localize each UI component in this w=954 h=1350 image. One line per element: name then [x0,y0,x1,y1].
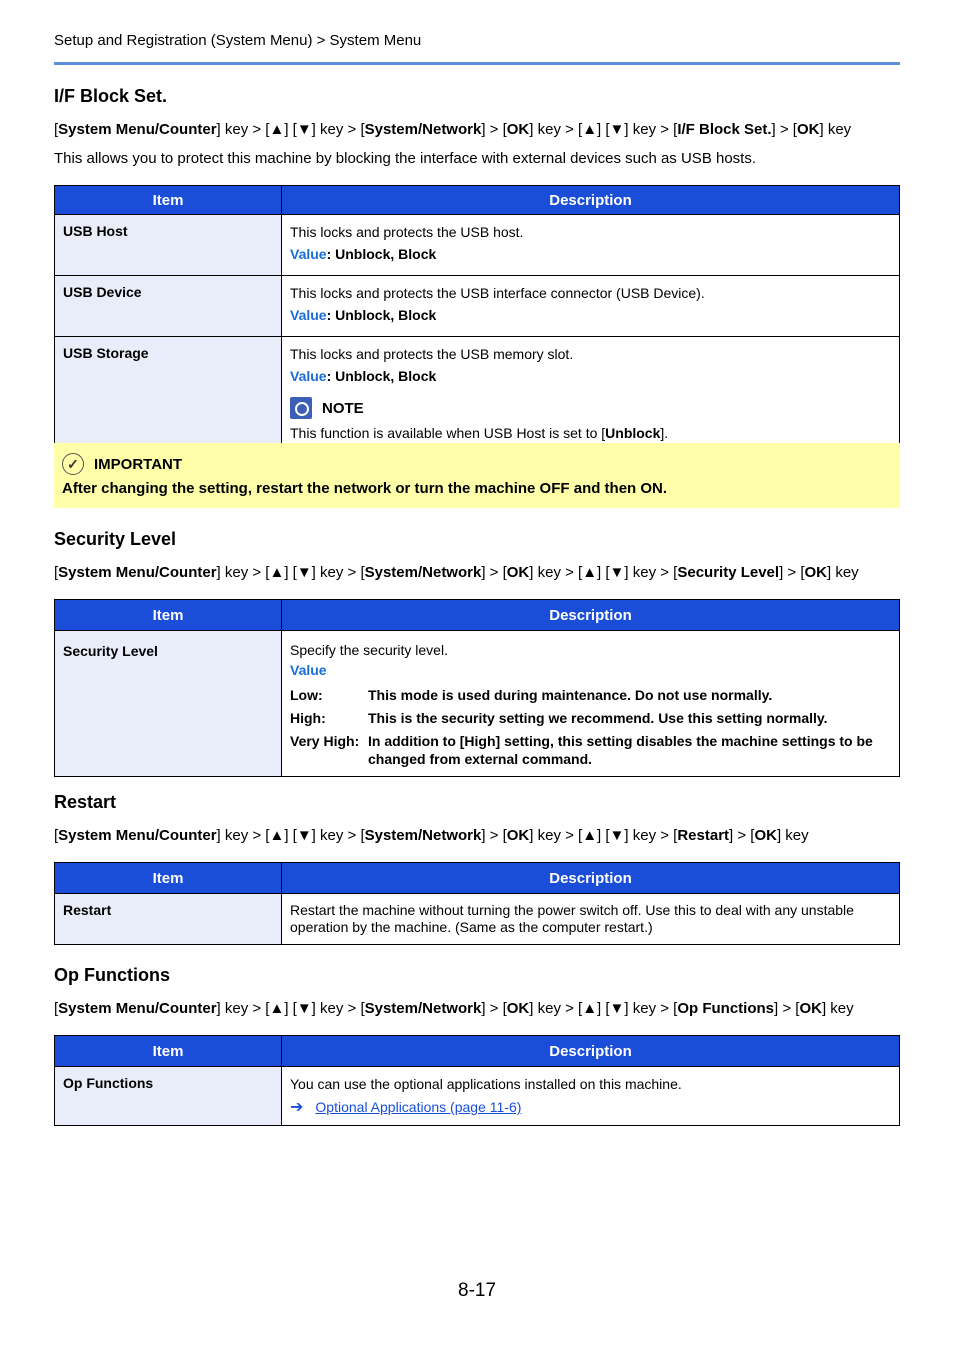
level-very-high: Very High: In addition to [High] setting, this setting disables the machine settings to be changed from external command. [290,733,873,767]
column-header-item: Item [55,186,282,215]
page-number: 8-17 [458,1280,497,1301]
section-security-level [54,529,900,777]
row-item: Security Level [55,631,282,777]
table-row [55,215,900,276]
header-rule [54,62,900,65]
menu-path: [System Menu/Counter] key > [▲] [▼] key > [System/Network] > [OK] key > [▲] [▼] key > [Restart] > [OK] key [54,827,809,844]
settings-table [54,862,900,945]
checkmark-icon: ✓ [62,453,84,475]
settings-table [54,599,900,777]
section-title: Restart [54,792,117,812]
table-row [55,276,900,337]
table-row [55,631,900,777]
menu-path: [System Menu/Counter] key > [▲] [▼] key > [System/Network] > [OK] key > [▲] [▼] key > [Security Level] > [OK] key [54,564,859,581]
table-row [55,337,900,450]
note-icon [290,397,312,419]
section-description: This allows you to protect this machine by blocking the interface with external devices such as USB hosts. [54,150,757,167]
row-item: USB Host [55,215,282,276]
row-item: Op Functions [55,1067,282,1126]
column-header-item: Item [55,600,282,631]
row-description: This locks and protects the USB interface connector (USB Device). Value: Unblock, Block [282,276,900,337]
important-box [54,443,900,508]
row-description: This locks and protects the USB host. Value: Unblock, Block [282,215,900,276]
breadcrumb: Setup and Registration (System Menu) > System Menu [54,32,422,49]
row-description: Specify the security level. Value Low: This mode is used during maintenance. Do not use normally. High: This is the security setting we recommend. Use this setting normally. Very High: In addition to [High] setting, this setting disables the machine settings to be changed from external command. [282,631,900,777]
column-header-description: Description [282,863,900,894]
menu-path: [System Menu/Counter] key > [▲] [▼] key > [System/Network] > [OK] key > [▲] [▼] key > [I/F Block Set.] > [OK] key [54,121,852,138]
row-item: Restart [55,894,282,945]
note-text: This function is available when USB Host is set to [Unblock]. [290,425,669,441]
level-low: Low: This mode is used during maintenance. Do not use normally. [290,687,773,703]
section-title: Security Level [54,529,177,549]
level-high: High: This is the security setting we recommend. Use this setting normally. [290,710,828,726]
section-if-block [54,86,900,450]
row-description: You can use the optional applications installed on this machine. ➔ Optional Applications (page 11-6) [282,1067,900,1126]
table-row [55,894,900,945]
column-header-description: Description [282,186,900,215]
important-text: After changing the setting, restart the network or turn the machine OFF and then ON. [62,480,668,497]
row-item: USB Storage [55,337,282,450]
menu-path: [System Menu/Counter] key > [▲] [▼] key > [System/Network] > [OK] key > [▲] [▼] key > [Op Functions] > [OK] key [54,1000,854,1017]
section-restart [54,792,900,945]
optional-applications-link[interactable]: Optional Applications (page 11-6) [315,1099,522,1115]
row-description: Restart the machine without turning the power switch off. Use this to deal with any unstable operation by the machine. (Same as the computer restart.) [282,894,900,945]
settings-table [54,185,900,450]
arrow-right-icon: ➔ [290,1099,304,1116]
column-header-item: Item [55,1036,282,1067]
note: NOTE [290,397,891,419]
row-item: USB Device [55,276,282,337]
row-description: This locks and protects the USB memory slot. Value: Unblock, Block NOTE This function is available when USB Host is set to [Unblock]. [282,337,900,450]
section-op-functions [54,965,900,1126]
column-header-description: Description [282,1036,900,1067]
column-header-description: Description [282,600,900,631]
table-row [55,1067,900,1126]
section-title: Op Functions [54,965,170,985]
section-title: I/F Block Set. [54,86,168,106]
important-title: IMPORTANT [94,455,183,473]
column-header-item: Item [55,863,282,894]
settings-table [54,1035,900,1126]
